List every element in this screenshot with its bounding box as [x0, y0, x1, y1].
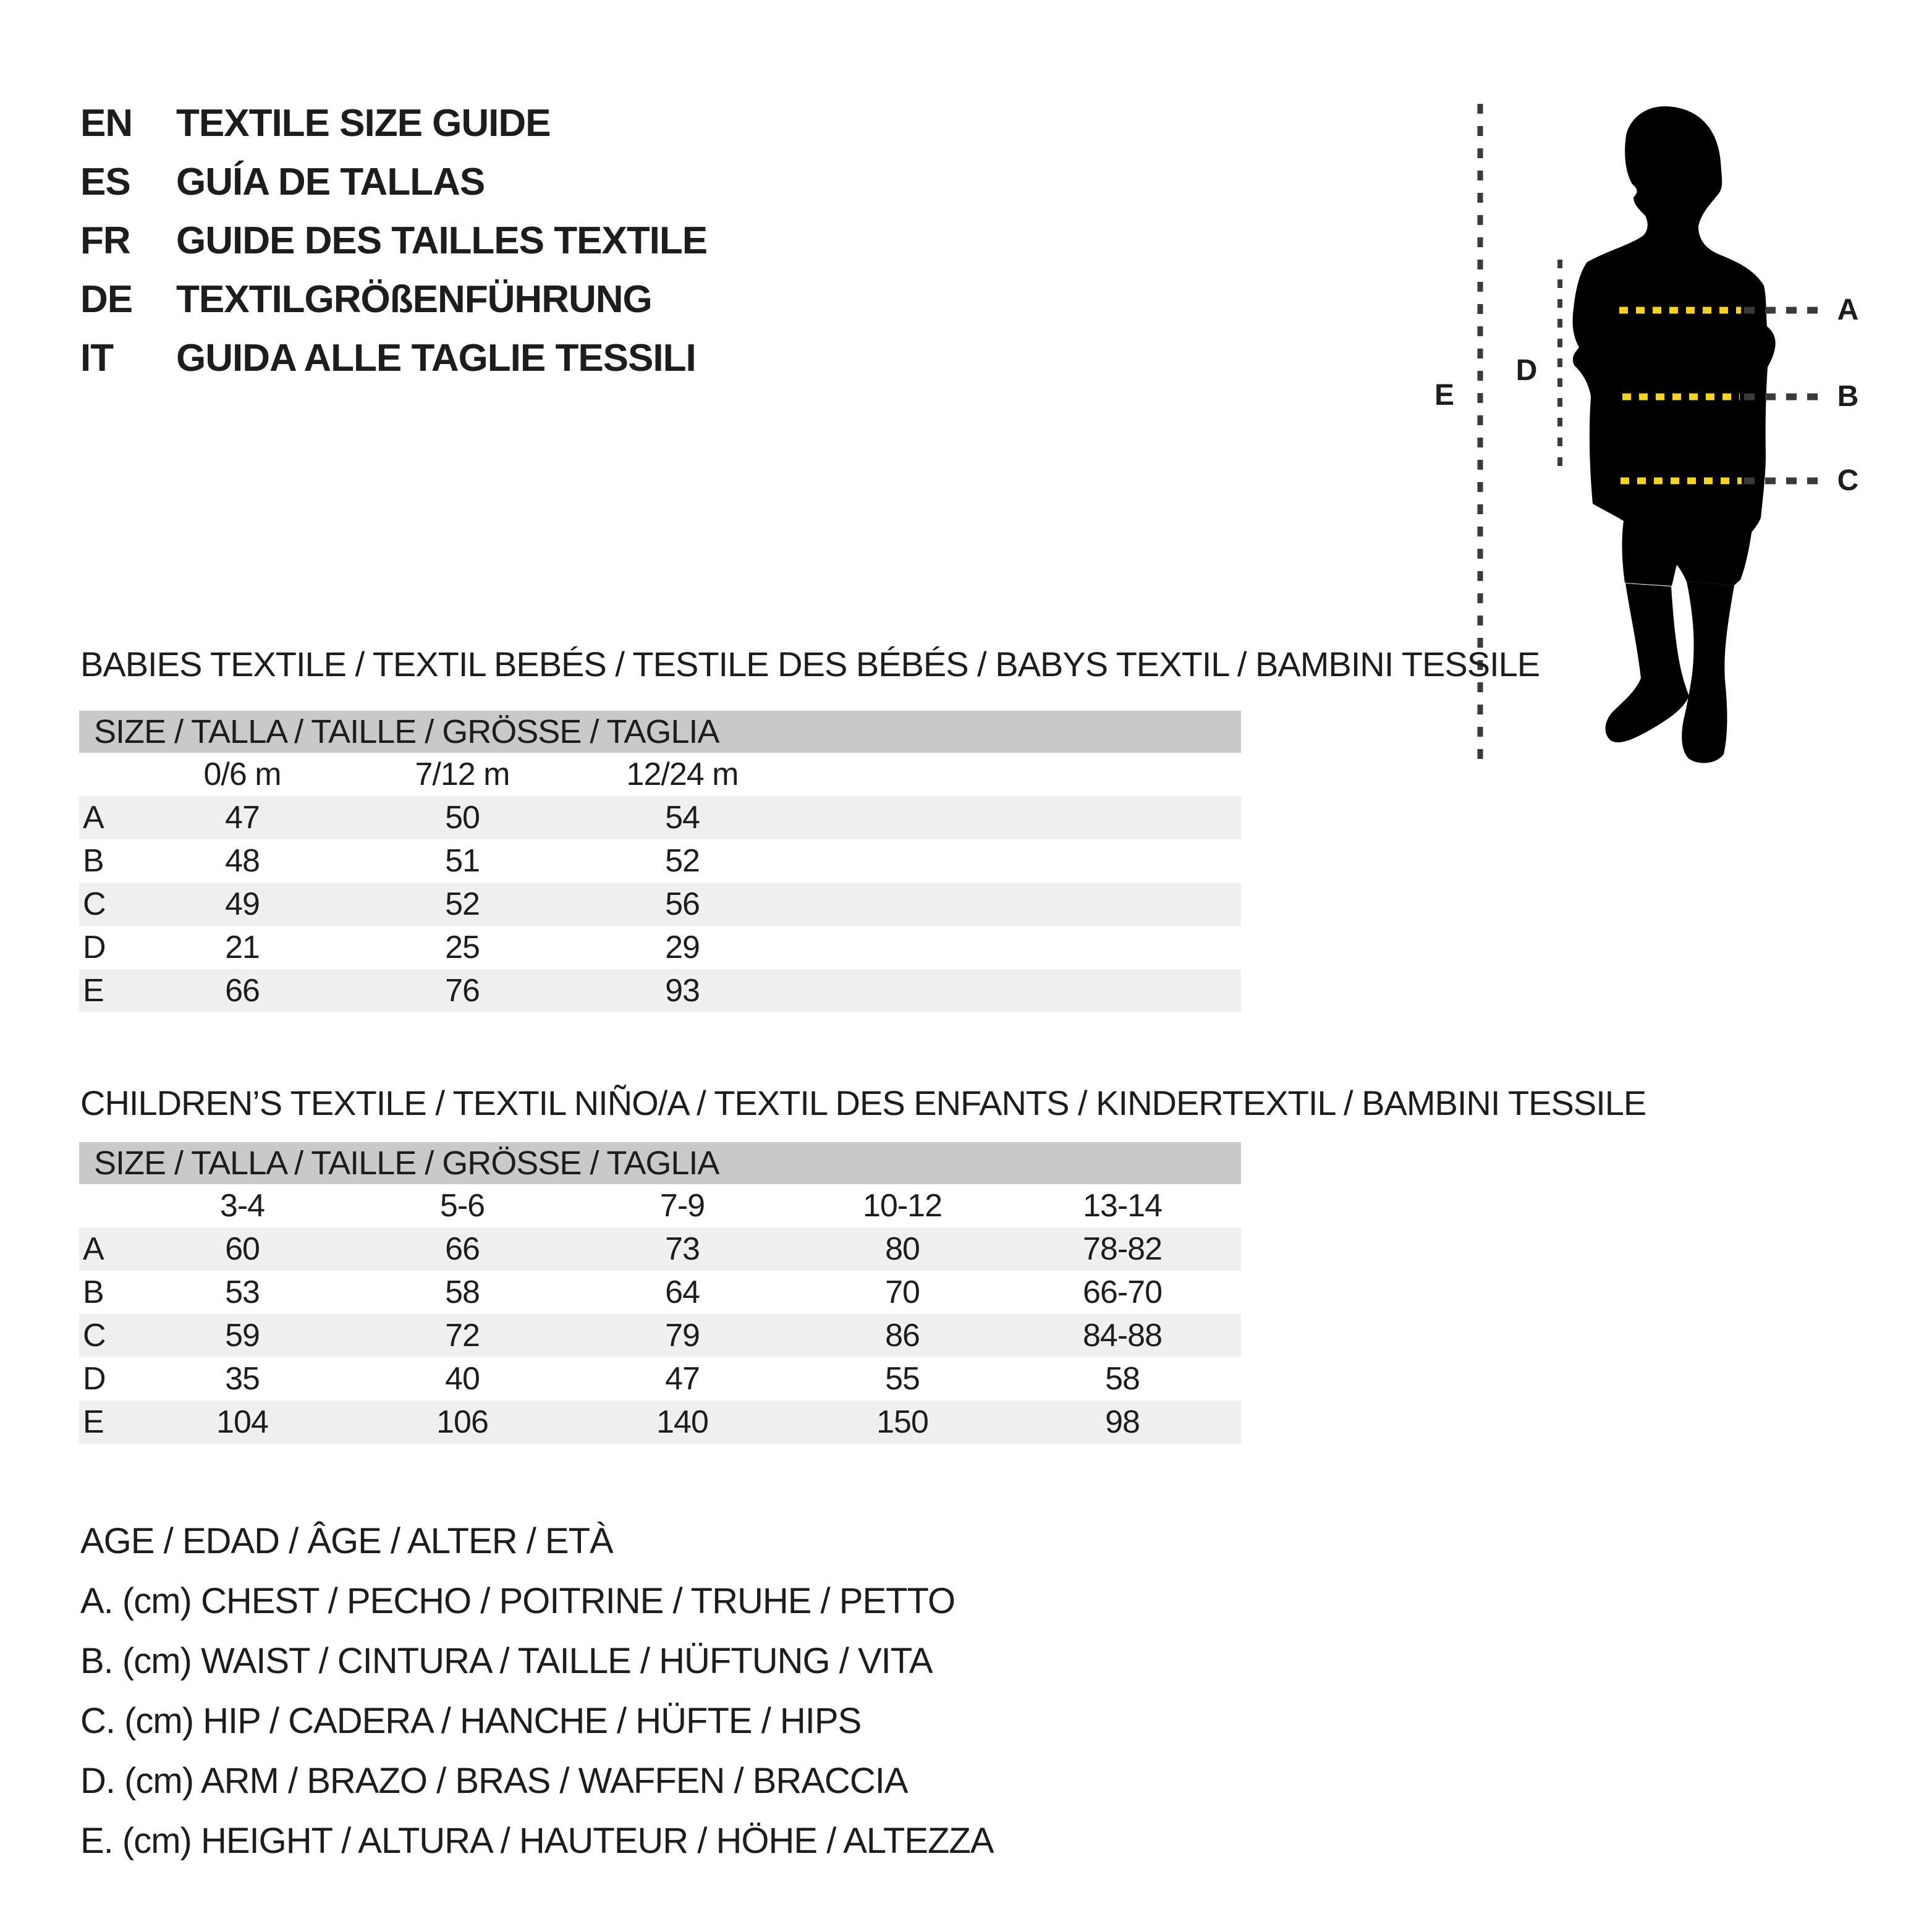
- table-cell: 49: [225, 886, 260, 922]
- table-cell: 52: [665, 843, 700, 879]
- children-section-title: CHILDREN’S TEXTILE / TEXTIL NIÑO/A / TEXTIL DES ENFANTS / KINDERTEXTIL / BAMBINI TESSILE: [80, 1083, 1646, 1122]
- table-cell: 73: [665, 1231, 700, 1267]
- legend-age-line: AGE / EDAD / ÂGE / ALTER / ETÀ: [80, 1521, 613, 1561]
- language-row-fr: [80, 211, 707, 270]
- column-header: 5-6: [439, 1188, 485, 1224]
- child-silhouette: [1573, 106, 1776, 586]
- table-cell: 48: [225, 843, 260, 879]
- legend-arm-line: D. (cm) ARM / BRAZO / BRAS / WAFFEN / BRACCIA: [80, 1761, 908, 1801]
- language-row-es: [80, 153, 707, 211]
- table-cell: 50: [445, 800, 480, 836]
- table-cell: 150: [876, 1404, 928, 1440]
- table-cell: 78-82: [1083, 1231, 1162, 1267]
- table-cell: 104: [216, 1404, 268, 1440]
- table-cell: 21: [225, 930, 260, 965]
- legend-waist-line: B. (cm) WAIST / CINTURA / TAILLE / HÜFTUNG / VITA: [80, 1641, 933, 1681]
- language-row-de: [80, 270, 707, 329]
- row-label: E: [83, 1404, 104, 1440]
- language-title: GUIDA ALLE TAGLIE TESSILI: [176, 337, 696, 379]
- table-row: [79, 1357, 1241, 1400]
- column-header: 7-9: [659, 1188, 705, 1224]
- table-cell: 58: [1105, 1361, 1140, 1397]
- row-label: E: [83, 973, 104, 1009]
- table-row: [79, 796, 1241, 839]
- row-label: D: [83, 930, 106, 965]
- language-code: FR: [80, 219, 130, 262]
- language-title: GUIDE DES TAILLES TEXTILE: [176, 219, 708, 262]
- table-row: [79, 969, 1241, 1012]
- column-header-row: [79, 1184, 1241, 1227]
- table-cell: 60: [225, 1231, 260, 1267]
- table-cell: 54: [665, 800, 700, 836]
- measure-label-c: C: [1837, 464, 1859, 497]
- table-cell: 140: [656, 1404, 708, 1440]
- table-cell: 64: [665, 1274, 700, 1310]
- table-cell: 79: [665, 1318, 700, 1354]
- row-label: B: [83, 1274, 104, 1310]
- measure-label-a: A: [1837, 294, 1859, 326]
- language-code: IT: [80, 337, 114, 379]
- table-cell: 52: [445, 886, 480, 922]
- table-cell: 47: [665, 1361, 700, 1397]
- measurement-legend: [80, 1511, 994, 1871]
- language-row-en: [80, 94, 707, 153]
- table-cell: 66: [225, 973, 260, 1009]
- language-code: DE: [80, 278, 133, 321]
- row-label: D: [83, 1361, 106, 1397]
- row-label: C: [83, 886, 106, 922]
- column-header: 10-12: [863, 1188, 942, 1224]
- row-label: C: [83, 1318, 106, 1354]
- language-code: ES: [80, 161, 130, 203]
- table-cell: 25: [445, 930, 480, 965]
- language-code: EN: [80, 102, 133, 145]
- table-cell: 40: [445, 1361, 480, 1397]
- column-header: 0/6 m: [203, 756, 281, 792]
- table-cell: 47: [225, 800, 260, 836]
- table-cell: 93: [665, 973, 700, 1009]
- language-title: GUÍA DE TALLAS: [176, 161, 485, 203]
- table-cell: 53: [225, 1274, 260, 1310]
- table-row: [79, 1271, 1241, 1314]
- table-cell: 56: [665, 886, 700, 922]
- measure-label-b: B: [1837, 380, 1859, 413]
- child-silhouette-left-leg: [1606, 583, 1689, 742]
- child-silhouette-right-leg: [1682, 582, 1734, 763]
- column-header: 7/12 m: [415, 756, 510, 792]
- table-cell: 51: [445, 843, 480, 879]
- table-cell: 84-88: [1083, 1318, 1162, 1354]
- row-label: A: [83, 1231, 104, 1267]
- column-header-row: [79, 753, 1241, 796]
- babies-size-table: [79, 711, 1241, 1012]
- column-header: 3-4: [219, 1188, 265, 1224]
- table-cell: 98: [1105, 1404, 1140, 1440]
- row-label: B: [83, 843, 104, 879]
- row-label: [79, 1184, 132, 1227]
- children-size-table: [79, 1142, 1241, 1444]
- measure-label-d: D: [1515, 354, 1538, 387]
- babies-section-title: BABIES TEXTILE / TEXTIL BEBÉS / TESTILE DES BÉBÉS / BABYS TEXTIL / BAMBINI TESSILE: [80, 645, 1540, 684]
- size-header-bar: SIZE / TALLA / TAILLE / GRÖSSE / TAGLIA: [79, 1142, 1241, 1184]
- language-row-it: [80, 329, 707, 388]
- table-cell: 76: [445, 973, 480, 1009]
- table-cell: 59: [225, 1318, 260, 1354]
- legend-chest-line: A. (cm) CHEST / PECHO / POITRINE / TRUHE / PETTO: [80, 1581, 955, 1621]
- legend-hip-line: C. (cm) HIP / CADERA / HANCHE / HÜFTE / HIPS: [80, 1701, 862, 1741]
- table-row: [79, 1400, 1241, 1444]
- size-header-bar: SIZE / TALLA / TAILLE / GRÖSSE / TAGLIA: [79, 711, 1241, 753]
- column-header: 13-14: [1083, 1188, 1162, 1224]
- row-label: A: [83, 800, 104, 836]
- legend-height-line: E. (cm) HEIGHT / ALTURA / HAUTEUR / HÖHE / ALTEZZA: [80, 1821, 994, 1861]
- table-cell: 58: [445, 1274, 480, 1310]
- table-cell: 72: [445, 1318, 480, 1354]
- language-title: TEXTILGRÖßENFÜHRUNG: [176, 278, 652, 321]
- table-cell: 106: [436, 1404, 488, 1440]
- table-row: [79, 1227, 1241, 1271]
- table-cell: 66-70: [1083, 1274, 1162, 1310]
- language-title: TEXTILE SIZE GUIDE: [176, 102, 551, 145]
- measure-label-e: E: [1434, 379, 1454, 412]
- table-row: [79, 926, 1241, 969]
- column-header: 12/24 m: [626, 756, 739, 792]
- table-cell: 55: [885, 1361, 920, 1397]
- table-row: [79, 839, 1241, 883]
- table-cell: 86: [885, 1318, 920, 1354]
- table-row: [79, 883, 1241, 926]
- table-row: [79, 1314, 1241, 1357]
- language-header: [80, 94, 707, 388]
- table-cell: 80: [885, 1231, 920, 1267]
- table-cell: 66: [445, 1231, 480, 1267]
- table-cell: 29: [665, 930, 700, 965]
- row-label: [79, 753, 132, 796]
- table-cell: 70: [885, 1274, 920, 1310]
- table-cell: 35: [225, 1361, 260, 1397]
